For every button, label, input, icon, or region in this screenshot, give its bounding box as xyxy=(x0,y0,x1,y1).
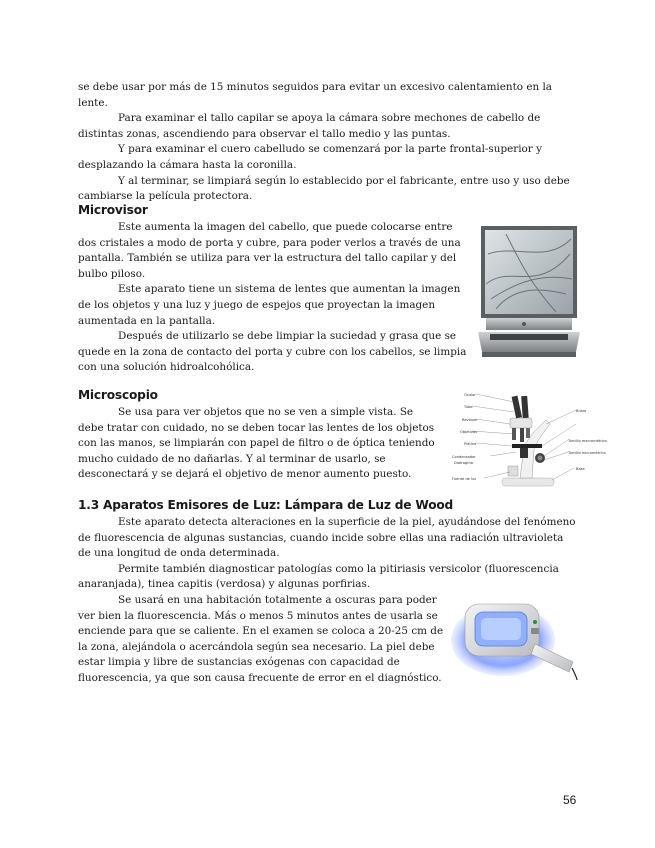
wood-paragraph-1: Este aparato detecta alteraciones en la superficie de la piel, ayudándose del fenómeno de fluorescencia de algunas sustancias, cuando incide sobre ellas una radiación ultravioleta de una longitud de onda determinada. xyxy=(78,516,576,560)
label-tornillo-macrometrico: Tornillo macrométrico xyxy=(568,439,607,443)
wood-paragraph-3: Se usará en una habitación totalmente a oscuras para poder ver bien la fluorescencia. Más o menos 5 minutos antes de usarla se enciende para que se caliente. En el examen se coloca a 20-25 cm de la zona, alejándola o acercándola según sea necesario. La piel debe estar limpia y libre de sustancias exógenas con capacidad de fluorescencia, ya que son causa frecuente de error en el diagnóstico. xyxy=(78,594,444,684)
microvisor-paragraph-2: Este aparato tiene un sistema de lentes que aumentan la imagen de los objetos y una luz y juego de espejos que proyectan la imagen aumentada en la pantalla. xyxy=(78,283,461,327)
microvisor-section xyxy=(78,220,470,376)
label-diafragma: Diafragma xyxy=(454,461,473,465)
label-condensador: Condensador xyxy=(452,455,476,459)
intro-paragraph-4: Y al terminar, se limpiará según lo establecido por el fabricante, entre uso y uso debe cambiarse la película protectora. xyxy=(78,174,570,203)
wood-paragraph-2: Permite también diagnosticar patologías como la pitiriasis versicolor (fluorescencia anaranjada), tinea capitis (verdosa) y algunas porfirias. xyxy=(78,562,559,591)
intro-paragraph-1: se debe usar por más de 15 minutos seguidos para evitar un excesivo calentamiento en la lente. xyxy=(78,81,552,109)
label-tubo: Tubo xyxy=(464,405,473,409)
microvisor-paragraph-1: Este aumenta la imagen del cabello, que puede colocarse entre dos cristales a modo de porta y cubre, para poder verlos a través de una pantalla. También se utiliza para ver la estructura del tallo capilar y del bulbo piloso. xyxy=(78,221,461,280)
microscopio-paragraph-1: Se usa para ver objetos que no se ven a simple vista. Se debe tratar con cuidado, no se deben tocar las lentes de los objetos con las manos, se limpiarán con papel de filtro o de óptica teniendo mucho cuidado de no dañarlas. Y al terminar de usarlo, se desconectará y se dejará el objetivo de menor aumento puesto. xyxy=(78,406,435,481)
label-fuente-de-luz: Fuente de luz xyxy=(452,477,477,481)
wood-usage xyxy=(78,593,450,687)
label-platina: Platina xyxy=(464,442,477,446)
label-tornillo-micrometrico: Tornillo micrométrico xyxy=(568,451,606,455)
microvisor-heading: Microvisor xyxy=(78,203,148,217)
intro-paragraph-3: Y para examinar el cuero cabelludo se comenzará por la parte frontal-superior y desplazando la cámara hasta la coronilla. xyxy=(78,143,542,171)
wood-heading: 1.3 Aparatos Emisores de Luz: Lámpara de Luz de Wood xyxy=(78,498,454,512)
microscopio-heading: Microscopio xyxy=(78,388,158,402)
microvisor-image xyxy=(476,224,582,360)
microscope-diagram xyxy=(450,388,607,492)
microvisor-paragraph-3: Después de utilizarlo se debe limpiar la suciedad y grasa que se quede en la zona de contacto del porta y cubre con los cabellos, se limpia con una solución hidroalcohólica. xyxy=(78,330,467,374)
page-number: 56 xyxy=(563,793,577,807)
microscopio-section xyxy=(78,405,440,483)
label-objetivos: Objetivos xyxy=(460,430,477,434)
label-brazo: Brazo xyxy=(576,409,587,413)
wood-lamp-image xyxy=(451,588,577,680)
wood-intro xyxy=(78,515,578,593)
intro-paragraph-2: Para examinar el tallo capilar se apoya la cámara sobre mechones de cabello de distintas zonas, ascendiendo para observar el tallo medio y las puntas. xyxy=(78,112,541,140)
label-base: Base xyxy=(576,467,585,471)
label-ocular: Ocular xyxy=(464,393,476,397)
intro-section xyxy=(78,80,578,205)
label-revolver: Revólver xyxy=(462,418,478,422)
